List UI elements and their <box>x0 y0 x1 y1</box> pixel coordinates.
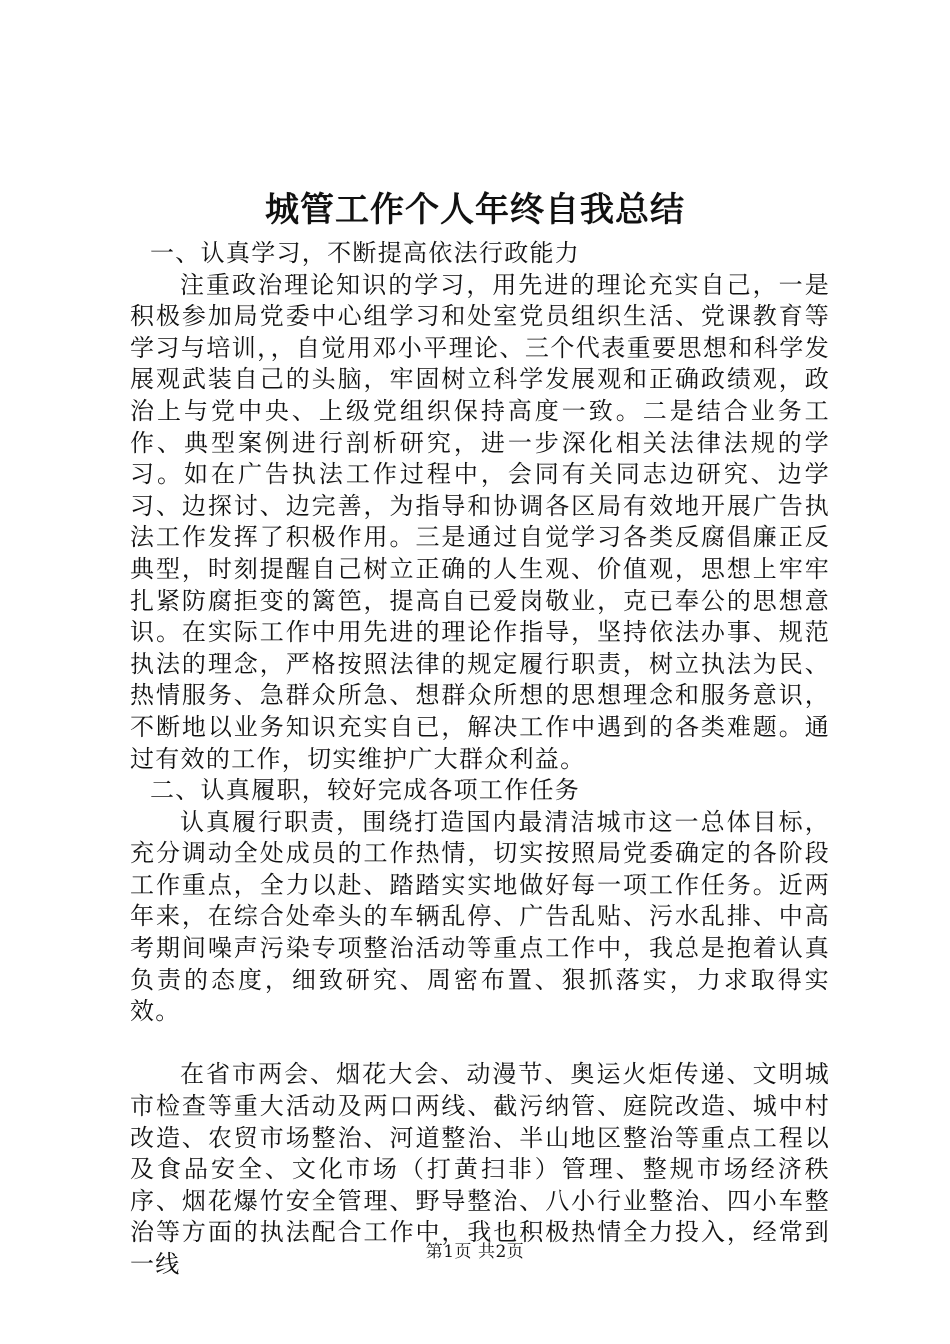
section-heading-1: 一、认真学习，不断提高依法行政能力 <box>150 239 581 267</box>
document-body <box>130 238 830 1281</box>
document-title: 城管工作个人年终自我总结 <box>265 190 685 230</box>
section-heading-2: 二、认真履职，较好完成各项工作任务 <box>150 776 581 805</box>
paragraph-1: 注重政治理论知识的学习，用先进的理论充实自己，一是积极参加局党委中心组学习和处室党员组织生活、党课教育等学习与培训，，自觉用邓小平理论、三个代表重要思想和科学发展观武装自己的头脑，牢固树立科学发展观和正确政绩观，政治上与党中央、上级党组织保持高度一致。二是结合业务工作、典型案例进行剖析研究，进一步深化相关法律法规的学习。如在广告执法工作过程中，会同有关同志边研究、边学习、边探讨、边完善，为指导和协调各区局有效地开展广告执法工作发挥了积极作用。三是通过自觉学习各类反腐倡廉正反典型，时刻提醒自己树立正确的人生观、价值观，思想上牢牢扎紧防腐拒变的篱笆，提高自已爱岗敬业，克已奉公的思想意识。在实际工作中用先进的理论作指导，坚持依法办事、规范执法的理念，严格按照法律的规定履行职责，树立执法为民、热情服务、急群众所急、想群众所想的思想理念和服务意识，不断地以业务知识充实自已，解决工作中遇到的各类难题。通过有效的工作，切实维护广大群众利益。 <box>130 270 830 773</box>
paragraph-3: 在省市两会、烟花大会、动漫节、奥运火炬传递、文明城市检查等重大活动及两口两线、截污纳管、庭院改造、城中村改造、农贸市场整治、河道整治、半山地区整治等重点工程以及食品安全、文化市场（打黄扫非）管理、整规市场经济秩序、烟花爆竹安全管理、野导整治、八小行业整治、四小车整治等方面的执法配合工作中，我也积极热情全力投入，经常到一线 <box>130 1060 830 1278</box>
paragraph-2: 认真履行职责，围绕打造国内最清洁城市这一总体目标，充分调动全处成员的工作热情，切实按照局党委确定的各阶段工作重点，全力以赴、踏踏实实地做好每一项工作任务。近两年来，在综合处牵头的车辆乱停、广告乱贴、污水乱排、中高考期间噪声污染专项整治活动等重点工作中，我总是抱着认真负责的态度，细致研究、周密布置、狠抓落实，力求取得实效。 <box>130 807 830 1026</box>
page-number-footer: 第1页 共2页 <box>425 1242 525 1262</box>
